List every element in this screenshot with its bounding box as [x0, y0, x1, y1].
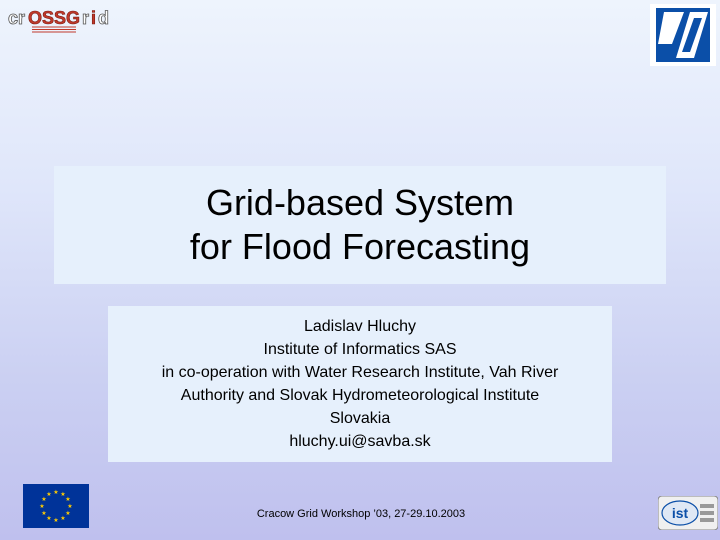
author-name: Ladislav Hluchy	[303, 318, 417, 335]
svg-text:★: ★	[53, 517, 59, 524]
cooperation-line-2: Authority and Slovak Hydrometeorological Institute	[180, 387, 540, 404]
svg-text:★: ★	[53, 489, 59, 496]
svg-text:★: ★	[60, 515, 66, 522]
svg-text:★: ★	[65, 510, 71, 517]
svg-text:★: ★	[60, 491, 66, 498]
footer-text: Cracow Grid Workshop ’03, 27-29.10.2003	[256, 508, 466, 520]
title-line-2: for Flood Forecasting	[189, 226, 531, 267]
svg-text:OSSG: OSSG	[28, 8, 81, 28]
author-box	[108, 306, 612, 462]
svg-text:★: ★	[41, 496, 47, 503]
svg-text:★: ★	[67, 503, 73, 510]
ist-logo	[658, 496, 718, 530]
sas-logo	[650, 4, 716, 66]
title-box	[54, 166, 666, 284]
svg-text:★: ★	[39, 503, 45, 510]
title-line-1: Grid-based System	[205, 182, 515, 223]
author-institute: Institute of Informatics SAS	[263, 341, 457, 358]
svg-text:★: ★	[65, 496, 71, 503]
crossgrid-logo	[6, 4, 130, 34]
svg-text:★: ★	[41, 510, 47, 517]
svg-text:r: r	[82, 8, 90, 28]
svg-text:d: d	[98, 8, 109, 28]
svg-text:★: ★	[46, 491, 52, 498]
eu-flag	[23, 484, 89, 528]
cooperation-line-1: in co-operation with Water Research Institute, Vah River	[161, 364, 559, 381]
svg-text:i: i	[91, 8, 97, 28]
svg-text:cr: cr	[8, 8, 26, 28]
author-email: hluchy.ui@savba.sk	[289, 433, 431, 450]
author-country: Slovakia	[329, 410, 391, 427]
svg-text:★: ★	[46, 515, 52, 522]
ist-logo-text: ist	[671, 505, 689, 521]
